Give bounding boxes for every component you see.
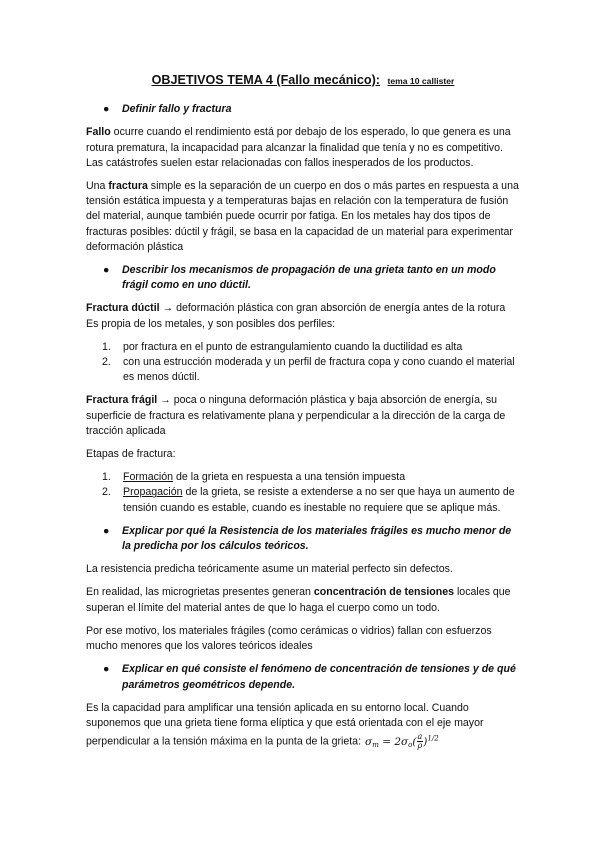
page-title	[86, 73, 520, 89]
paragraph-ductil: Fractura dúctil → deformación plástica con gran absorción de energía antes de la rotura Es propia de los metales, y son posibles dos perfiles:	[86, 302, 506, 330]
bullet-dot-icon: ●	[103, 103, 110, 116]
ductil-list	[86, 340, 520, 386]
paragraph-motivo: Por ese motivo, los materiales frágiles (como cerámicas o vidrios) fallan con esfuerzos mucho menores que los valores teóricos ideales	[86, 624, 492, 653]
paragraph-fractura: Una fractura simple es la separación de un cuerpo en dos o más partes en respuesta a una tensión estática impuesta y a temperaturas bajas en relación con la temperatura de fusión del material, aunque también puede ocurrir por fatiga. En los metales hay dos tipos de fracturas posibles: dúctil y frágil, se basa en la capacidad de un material para experimentar deformación plástica	[86, 180, 519, 253]
bullet-dot-icon: ●	[103, 663, 110, 676]
list-item: 2. Propagación de la grieta, se resiste a extenderse a no ser que haya un aumento de tensión cuando es estable, cuando es inestable no requiere que se aplique más.	[102, 486, 515, 514]
paragraph-fragil: Fractura frágil → poca o ninguna deformación plástica y baja absorción de energía, su superficie de fractura es relativamente plana y perpendicular a la dirección de la carga de tracción aplicada	[86, 394, 506, 437]
title-sub: tema 10 callister	[387, 76, 455, 86]
paragraph-resistencia: La resistencia predicha teóricamente asume un material perfecto sin defectos.	[86, 563, 453, 576]
title-main: OBJETIVOS TEMA 4 (Fallo mecánico):	[151, 73, 380, 87]
objective-bullet: ● Explicar por qué la Resistencia de los materiales frágiles es mucho menor de la predicha por los cálculos teóricos.	[103, 524, 512, 553]
stress-formula: σm = 2σo( $\frac{a}{\rho}$ )$^{1/2}$	[365, 732, 439, 751]
paragraph-capacidad: Es la capacidad para amplificar una tensión aplicada en su entorno local. Cuando suponemos que una grieta tiene forma elíptica y que está orientada con el eje mayor perpendicular a la tensión máxima en la punta de la grieta: σm = 2σo( $\frac{a}{\rho}$ )$^{1/2}$	[86, 701, 484, 751]
objective-bullet: ● Describir los mecanismos de propagación de una grieta tanto en un modo frágil como en uno dúctil.	[103, 264, 496, 292]
etapas-list	[86, 470, 520, 516]
paragraph-realidad: En realidad, las microgrietas presentes generan concentración de tensiones locales que superan el límite del material antes de que lo haga el cuerpo como un todo.	[86, 586, 511, 614]
objective-bullet: ● Explicar en qué consiste el fenómeno de concentración de tensiones y de qué parámetros geométricos depende.	[103, 663, 516, 691]
list-item: 1. Formación de la grieta en respuesta a una tensión impuesta	[102, 471, 406, 484]
bullet-dot-icon: ●	[103, 524, 110, 537]
objective-bullet: ● Definir fallo y fractura	[86, 102, 520, 117]
paragraph-etapas: Etapas de fractura:	[86, 448, 176, 461]
list-item: 1. por fractura en el punto de estrangulamiento cuando la ductilidad es alta	[102, 340, 463, 353]
bullet-dot-icon: ●	[103, 264, 110, 277]
paragraph-fallo: Fallo ocurre cuando el rendimiento está por debajo de los esperado, lo que genera es una rotura prematura, la incapacidad para alcanzar la finalidad que tenía y no es competitivo. Las catástrofes suelen estar relacionadas con fallos inesperados de los productos.	[86, 126, 511, 169]
list-item: 2. con una estrucción moderada y un perfil de fractura copa y cono cuando el material es menos dúctil.	[102, 356, 515, 384]
